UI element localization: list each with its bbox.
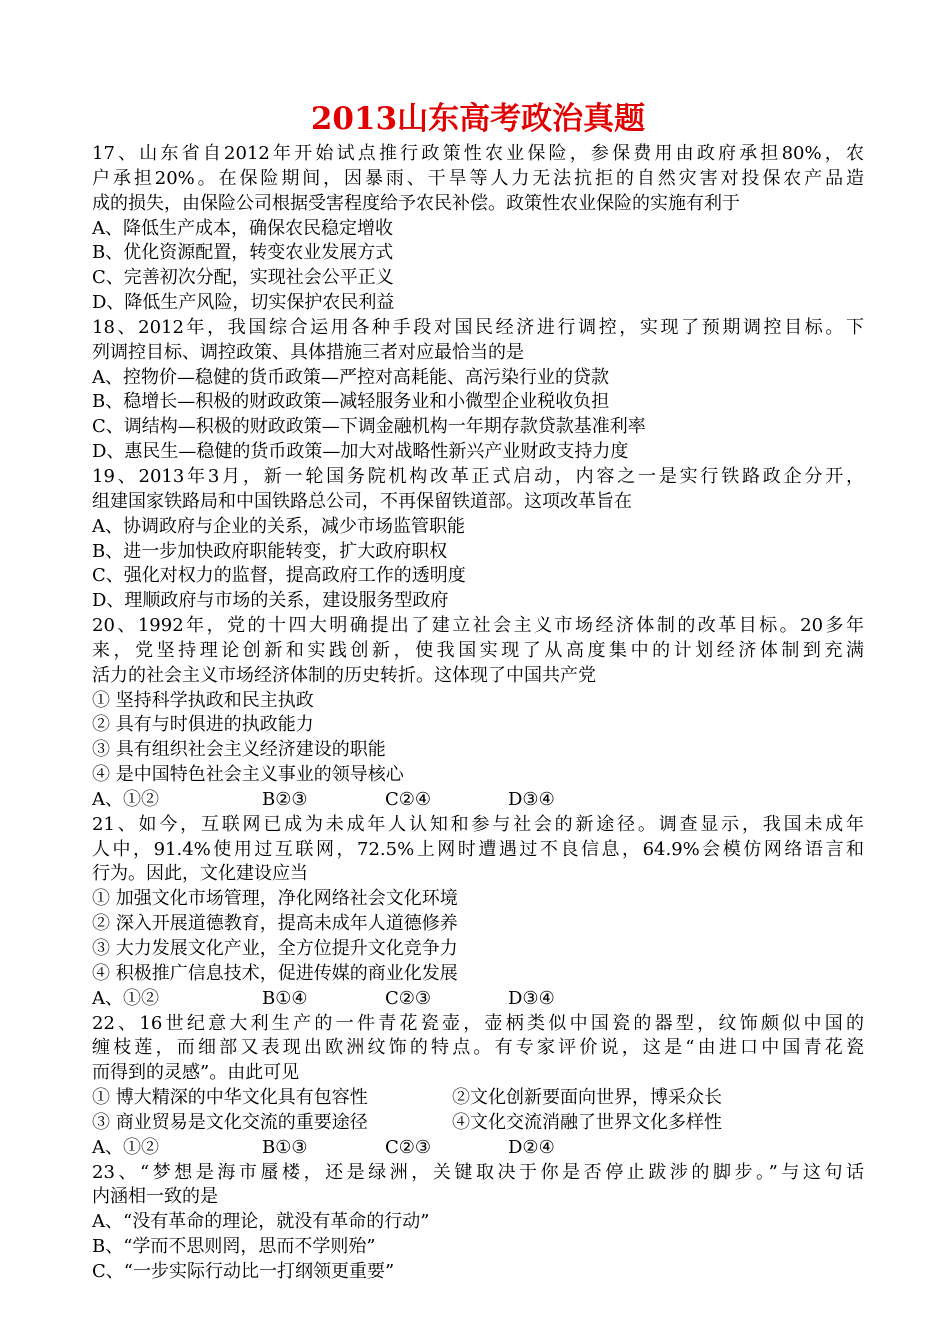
option-a: A、降低生产成本，确保农民稳定增收 — [92, 217, 393, 239]
statement-item: ③ 大力发展文化产业，全方位提升文化竞争力 — [92, 938, 458, 959]
option-a: A、协调政府与企业的关系，减少市场监管职能 — [92, 515, 465, 537]
option-a: A、控物价—稳健的货币政策—严控对高耗能、高污染行业的贷款 — [92, 366, 609, 388]
statement-item: ②文化创新要面向世界，博采众长 — [452, 1087, 722, 1109]
answer-choices — [92, 788, 864, 813]
question-stem-line: 行为。因此，文化建设应当 — [92, 863, 308, 885]
option-c: C、“一步实际行动比一打纲领更重要” — [92, 1260, 395, 1282]
option-d: D、惠民生—稳健的货币政策—加大对战略性新兴产业财政支持力度 — [92, 441, 629, 463]
choice-c: C②③ — [385, 1136, 432, 1158]
statement-row — [92, 1086, 864, 1111]
choice-d: D③④ — [508, 788, 555, 810]
page-title: 2013山东高考政治真题 — [310, 101, 646, 137]
statement-item: ③ 具有组织社会主义经济建设的职能 — [92, 739, 386, 761]
question-stem-line: 20、1992年，党的十四大明确提出了建立社会主义市场经济体制的改革目标。20多年 — [92, 615, 864, 637]
statement-item: ① 博大精深的中华文化具有包容性 — [92, 1087, 368, 1109]
statement-item: ② 深入开展道德教育，提高未成年人道德修养 — [92, 913, 458, 935]
question-19 — [92, 465, 864, 614]
choice-a: A、①② — [92, 987, 159, 1009]
choice-b: B①④ — [262, 987, 308, 1009]
statement-item: ④ 是中国特色社会主义事业的领导核心 — [92, 764, 404, 786]
question-stem-line: 18、2012年，我国综合运用各种手段对国民经济进行调控，实现了预期调控目标。下 — [92, 316, 864, 338]
exam-page — [92, 96, 864, 1285]
option-b: B、优化资源配置，转变农业发展方式 — [92, 242, 394, 264]
question-stem-line: 成的损失，由保险公司根据受害程度给予农民补偿。政策性农业保险的实施有利于 — [92, 192, 740, 214]
question-stem-line: 23、“梦想是海市蜃楼，还是绿洲，关键取决于你是否停止跋涉的脚步。”与这句话 — [92, 1161, 864, 1183]
option-d: D、降低生产风险，切实保护农民利益 — [92, 292, 395, 314]
statement-item: ② 具有与时俱进的执政能力 — [92, 714, 314, 736]
statement-item: ④ 积极推广信息技术，促进传媒的商业化发展 — [92, 962, 458, 984]
question-stem-line: 来，党坚持理论创新和实践创新，使我国实现了从高度集中的计划经济体制到充满 — [92, 639, 864, 661]
statement-row — [92, 1111, 864, 1136]
option-c: C、强化对权力的监督，提高政府工作的透明度 — [92, 565, 466, 587]
option-c: C、完善初次分配，实现社会公平正义 — [92, 267, 394, 289]
choice-d: D③④ — [508, 987, 555, 1009]
choice-a: A、①② — [92, 788, 159, 810]
option-b: B、“学而不思则罔，思而不学则殆” — [92, 1236, 376, 1258]
answer-choices — [92, 987, 864, 1012]
statement-item: ① 加强文化市场管理，净化网络社会文化环境 — [92, 888, 458, 910]
option-b: B、进一步加快政府职能转变，扩大政府职权 — [92, 540, 448, 562]
choice-a: A、①② — [92, 1136, 159, 1158]
choice-c: C②④ — [385, 788, 432, 810]
question-22 — [92, 1012, 864, 1161]
option-d: D、理顺政府与市场的关系，建设服务型政府 — [92, 590, 449, 612]
option-b: B、稳增长—积极的财政政策—减轻服务业和小微型企业税收负担 — [92, 391, 610, 413]
statement-item: ③ 商业贸易是文化交流的重要途径 — [92, 1111, 368, 1133]
question-17 — [92, 142, 864, 316]
choice-d: D②④ — [508, 1136, 555, 1158]
question-stem-line: 组建国家铁路局和中国铁路总公司，不再保留铁道部。这项改革旨在 — [92, 490, 632, 512]
statement-item: ④文化交流消融了世界文化多样性 — [452, 1111, 722, 1133]
question-20 — [92, 614, 864, 813]
option-c: C、调结构—积极的财政政策—下调金融机构一年期存款贷款基准利率 — [92, 416, 646, 438]
question-stem-line: 活力的社会主义市场经济体制的历史转折。这体现了中国共产党 — [92, 664, 596, 686]
choice-b: B②③ — [262, 788, 308, 810]
question-stem-line: 户承担20%。在保险期间，因暴雨、干旱等人力无法抗拒的自然灾害对投保农产品造 — [92, 167, 864, 189]
statement-item: ① 坚持科学执政和民主执政 — [92, 689, 314, 711]
question-stem-line: 缠枝莲，而细部又表现出欧洲纹饰的特点。有专家评价说，这是“由进口中国青花瓷 — [92, 1037, 864, 1059]
answer-choices — [92, 1136, 864, 1161]
question-stem-line: 19、2013年3月，新一轮国务院机构改革正式启动，内容之一是实行铁路政企分开， — [92, 465, 864, 487]
choice-c: C②③ — [385, 987, 432, 1009]
question-23 — [92, 1161, 864, 1285]
option-a: A、“没有革命的理论，就没有革命的行动” — [92, 1211, 430, 1233]
question-18 — [92, 316, 864, 465]
question-stem-line: 而得到的灵感”。由此可见 — [92, 1062, 300, 1084]
question-stem-line: 17、山东省自2012年开始试点推行政策性农业保险，参保费用由政府承担80%，农 — [92, 143, 864, 164]
question-stem-line: 人中，91.4%使用过互联网，72.5%上网时遭遇过不良信息，64.9%会模仿网络语言和 — [92, 838, 864, 860]
question-21 — [92, 813, 864, 1012]
choice-b: B①③ — [262, 1136, 308, 1158]
question-stem-line: 内涵相一致的是 — [92, 1186, 218, 1208]
question-stem-line: 22、16世纪意大利生产的一件青花瓷壶，壶柄类似中国瓷的器型，纹饰颇似中国的 — [92, 1012, 864, 1034]
question-stem-line: 21、如今，互联网已成为未成年人认知和参与社会的新途径。调查显示，我国未成年 — [92, 813, 864, 835]
question-stem-line: 列调控目标、调控政策、具体措施三者对应最恰当的是 — [92, 341, 524, 363]
